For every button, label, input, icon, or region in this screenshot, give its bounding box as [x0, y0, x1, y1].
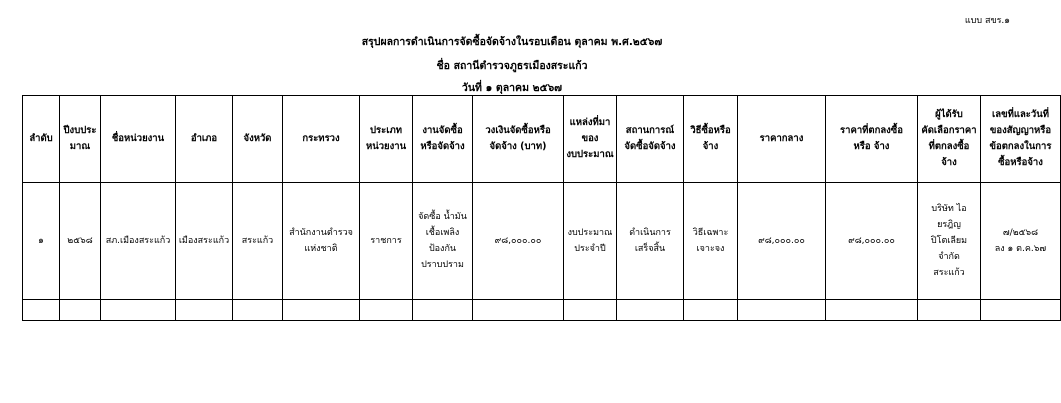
header-cell-district: อำเภอ	[176, 96, 233, 183]
header-cell-order: ลำดับ	[23, 96, 60, 183]
table-cell: จัดซื้อ น้ำมัน เชื้อเพลิง ป้องกัน ปราบปราม	[413, 183, 473, 300]
header-cell-agency: ชื่อหน่วยงาน	[101, 96, 176, 183]
table-cell: ๙๘,๐๐๐.๐๐	[826, 183, 918, 300]
table-cell: ๑	[23, 183, 60, 300]
table-cell: ๙๘,๐๐๐.๐๐	[738, 183, 826, 300]
empty-cell	[233, 300, 283, 321]
report-title: สรุปผลการดำเนินการจัดซื้อจัดจ้างในรอบเดือน ตุลาคม พ.ศ.๒๕๖๗	[361, 36, 663, 48]
agency-name: ชื่อ สถานีตำรวจภูธรเมืองสระแก้ว	[436, 60, 588, 72]
empty-cell	[101, 300, 176, 321]
header-cell-work: งานจัดซื้อ หรือจัดจ้าง	[413, 96, 473, 183]
empty-cell	[60, 300, 101, 321]
empty-cell	[826, 300, 918, 321]
table-row	[23, 183, 1061, 300]
empty-cell	[413, 300, 473, 321]
table-cell: ๗/๒๕๖๘ ลง ๑ ต.ค.๖๗	[981, 183, 1061, 300]
header-cell-budget-source: แหล่งที่มา ของ งบประมาณ	[564, 96, 617, 183]
table-cell: ดำเนินการ เสร็จสิ้น	[617, 183, 684, 300]
header-row	[23, 96, 1061, 183]
empty-cell	[176, 300, 233, 321]
empty-cell	[473, 300, 564, 321]
header-cell-selected-vendor: ผู้ได้รับ คัดเลือกราคา ที่ตกลงซื้อ จ้าง	[918, 96, 981, 183]
header-cell-budget: วงเงินจัดซื้อหรือ จัดจ้าง (บาท)	[473, 96, 564, 183]
table-cell: บริษัท ไอยรฎิญ ปิโตเลียม จำกัด สระแก้ว	[918, 183, 981, 300]
table-cell: สภ.เมืองสระแก้ว	[101, 183, 176, 300]
form-code: แบบ สขร.๑	[964, 16, 1010, 26]
table-cell: สระแก้ว	[233, 183, 283, 300]
table-cell: งบประมาณ ประจำปี	[564, 183, 617, 300]
header-cell-status: สถานการณ์ จัดซื้อจัดจ้าง	[617, 96, 684, 183]
header-cell-province: จังหวัด	[233, 96, 283, 183]
header-cell-ministry: กระทรวง	[283, 96, 360, 183]
header-cell-median-price: ราคากลาง	[738, 96, 826, 183]
empty-cell	[617, 300, 684, 321]
empty-cell	[981, 300, 1061, 321]
empty-cell	[918, 300, 981, 321]
empty-cell	[564, 300, 617, 321]
header-cell-agreed-price: ราคาที่ตกลงซื้อ หรือ จ้าง	[826, 96, 918, 183]
table-cell: ๙๘,๐๐๐.๐๐	[473, 183, 564, 300]
empty-cell	[360, 300, 413, 321]
table-row-empty	[23, 300, 1061, 321]
header-cell-method: วิธีซื้อหรือ จ้าง	[684, 96, 738, 183]
empty-cell	[283, 300, 360, 321]
empty-cell	[738, 300, 826, 321]
empty-cell	[23, 300, 60, 321]
table-cell: สำนักงานตำรวจ แห่งชาติ	[283, 183, 360, 300]
table-cell: วิธีเฉพาะ เจาะจง	[684, 183, 738, 300]
header-cell-fiscal-year: ปีงบประ มาณ	[60, 96, 101, 183]
report-date: วันที่ ๑ ตุลาคม ๒๕๖๗	[461, 82, 563, 94]
table-cell: เมืองสระแก้ว	[176, 183, 233, 300]
empty-cell	[684, 300, 738, 321]
table-cell: ราชการ	[360, 183, 413, 300]
header-cell-agency-type: ประเภท หน่วยงาน	[360, 96, 413, 183]
procurement-table	[22, 95, 1061, 321]
table-cell: ๒๕๖๘	[60, 183, 101, 300]
header-cell-contract: เลขที่และวันที่ ของสัญญาหรือ ข้อตกลงในการ ซื้อหรือจ้าง	[981, 96, 1061, 183]
